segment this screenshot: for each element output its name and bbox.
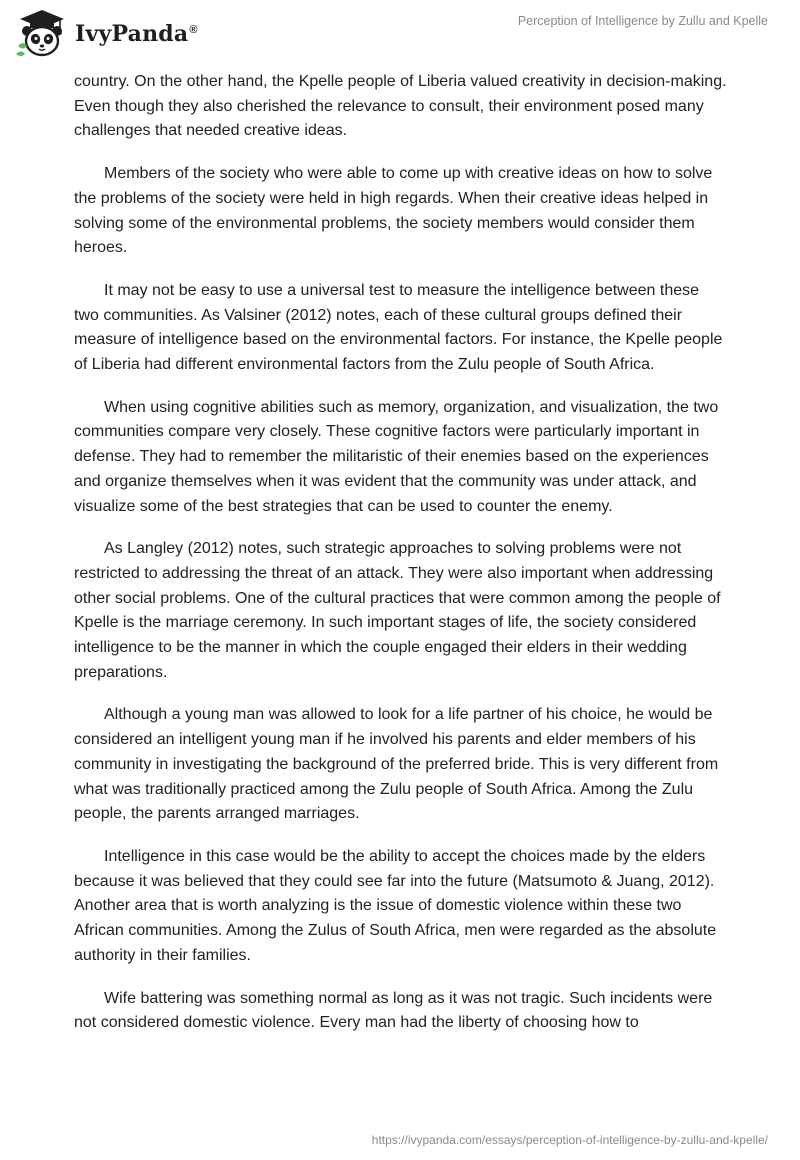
document-title: Perception of Intelligence by Zullu and Kpelle [517,14,768,28]
paragraph-6: Although a young man was allowed to look for a life partner of his choice, he would be considered an intelligent young man if he involved his parents and elder members of his community in investigating the background of the preferred bride. This is very different from what was traditionally practiced among the Zulu people of South Africa. Among the Zulu people, the parents arranged marriages. [74,706,719,823]
page-header [0,0,800,70]
source-url[interactable]: https://ivypanda.com/essays/perception-of-intelligence-by-zullu-and-kpelle/ [371,1133,768,1147]
brand-logo[interactable] [14,6,198,62]
paragraph-5: As Langley (2012) notes, such strategic approaches to solving problems were not restricted to addressing the threat of an attack. They were also important when addressing other social problems. One of the cultural practices that were common among the people of Kpelle is the marriage ceremony. In such important stages of life, the society considered intelligence to be the manner in which the couple engaged their elders in their wedding preparations. [74,540,721,681]
paragraph-1: country. On the other hand, the Kpelle people of Liberia valued creativity in decision-making. Even though they also cherished the relevance to consult, their environment posed many challenges that needed creative ideas. [74,73,727,140]
panda-graduate-icon [14,6,70,62]
essay-body [74,70,728,1054]
paragraph-4: When using cognitive abilities such as memory, organization, and visualization, the two communities compare very closely. These cognitive factors were particularly important in defense. They had to remember the militaristic of their enemies based on the experiences and organize themselves when it was evident that the community was under attack, and visualize some of the best strategies that can be used to counter the enemy. [74,398,719,515]
paragraph-2: Members of the society who were able to come up with creative ideas on how to solve the problems of the society were held in high regards. When their creative ideas helped in solving some of the environmental problems, the society members would consider them heroes. [74,165,713,257]
brand-name: IvyPanda® [75,21,198,47]
paragraph-3: It may not be easy to use a universal test to measure the intelligence between these two communities. As Valsiner (2012) notes, each of these cultural groups defined their measure of intelligence based on the environmental factors. For instance, the Kpelle people of Liberia had different environmental factors from the Zulu people of South Africa. [74,281,723,374]
paragraph-7: Intelligence in this case would be the ability to accept the choices made by the elders because it was believed that they could see far into the future (Matsumoto & Juang, 2012). Another area that is worth analyzing is the issue of domestic violence within these two African communities. Among the Zulus of South Africa, men were regarded as the absolute authority in their families. [74,847,717,964]
paragraph-8: Wife battering was something normal as long as it was not tragic. Such incidents were not considered domestic violence. Every man had the liberty of choosing how to [74,989,713,1032]
